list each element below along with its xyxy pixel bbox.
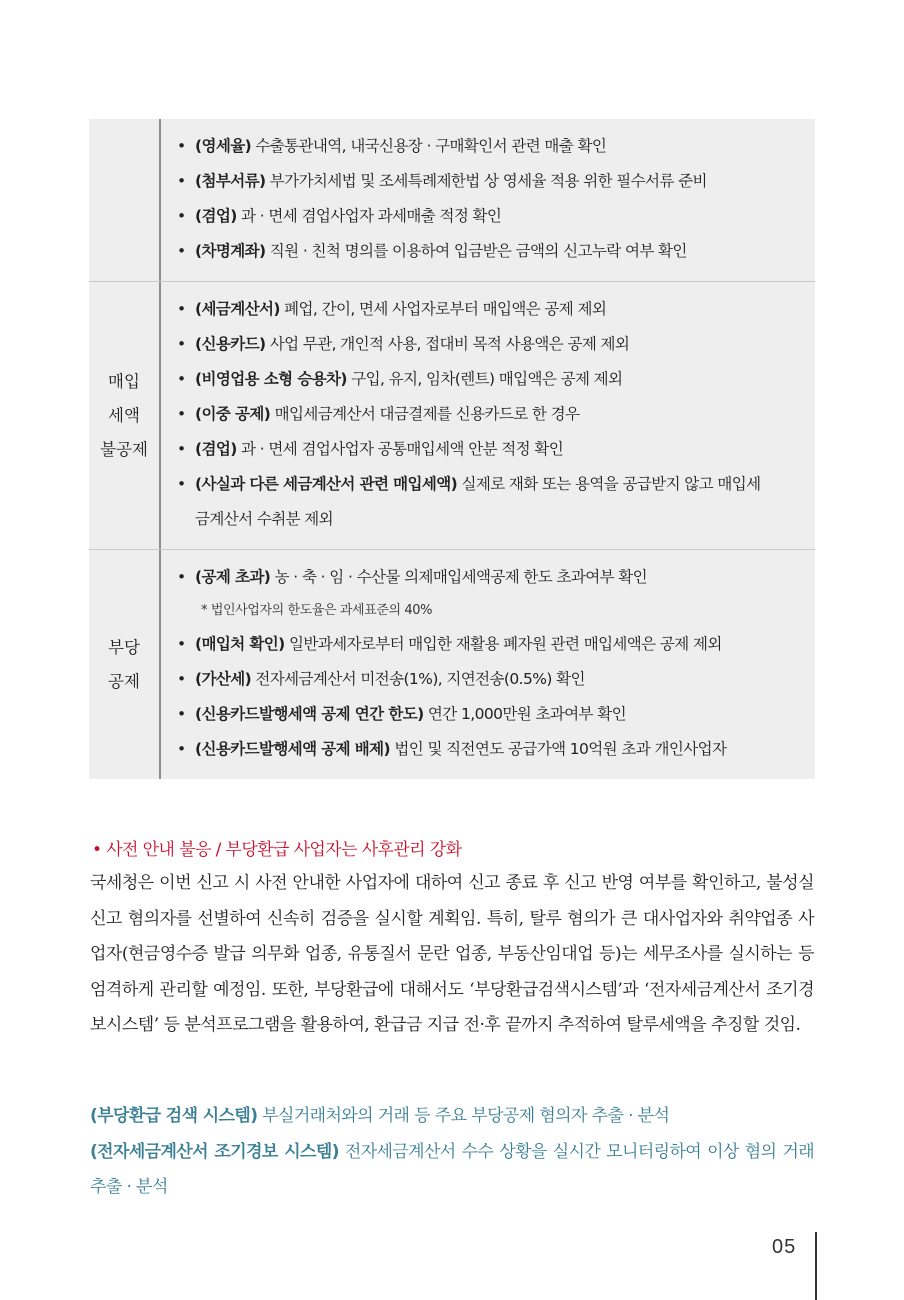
row-items [161,550,815,779]
system-line: (부당환급 검색 시스템) 부실거래처와의 거래 등 주요 부당공제 혐의자 추출 · 분석 [90,1106,670,1126]
list-item: • (겸업) 과 · 면세 겸업사업자 과세매출 적정 확인 [177,207,502,225]
table-row [89,119,815,282]
list-item: • (비영업용 소형 승용차) 구입, 유지, 임차(렌트) 매입액은 공제 제외 [177,370,623,388]
row-label [89,119,161,281]
row-items [161,119,815,281]
list-item: • (겸업) 과 · 면세 겸업사업자 공통매입세액 안분 적정 확인 [177,440,564,458]
row-label-purchase-tax-nondeduction: 매입 세액 불공제 [89,282,161,549]
list-item: • (차명계좌) 직원 · 친척 명의를 이용하여 입금받은 금액의 신고누락 여부 확인 [177,242,687,260]
row-items [161,282,815,549]
list-item: • (가산세) 전자세금계산서 미전송(1%), 지연전송(0.5%) 확인 [177,670,585,688]
row-label-improper-deduction: 부당 공제 [89,550,161,779]
table-row [89,550,815,779]
section-heading: • 사전 안내 불응 / 부당환급 사업자는 사후관리 강화 [92,840,462,860]
table-row [89,282,815,550]
list-item: • (신용카드발행세액 공제 연간 한도) 연간 1,000만원 초과여부 확인 [177,705,627,723]
list-item: • (영세율) 수출통관내역, 내국신용장 · 구매확인서 관련 매출 확인 [177,137,607,155]
list-item: • (매입처 확인) 일반과세자로부터 매입한 재활용 폐자원 관련 매입세액은 공제 제외 [177,635,722,653]
body-paragraph: 국세청은 이번 신고 시 사전 안내한 사업자에 대하여 신고 종료 후 신고 반영 여부를 확인하고, 불성실 신고 혐의자를 선별하여 신속히 검증을 실시할 계획임. 특히, 탈루 혐의가 큰 대사업자와 취약업종 사업자(현금영수증 발급 의무화 업종, 유통질서 문란 업종, 부동산임대업 등)는 세무조사를 실시하는 등 엄격하게 관리할 예정임. 또한, 부당환급에 대해서도 ‘부당환급검색시스템’과 ‘전자세금계산서 조기경보시스템’ 등 분석프로그램을 활용하여, 환급금 지급 전·후 끝까지 추적하여 탈루세액을 추징할 것임. [90,873,814,1035]
page-number: 05 [772,1236,797,1258]
list-item: • (첨부서류) 부가가치세법 및 조세특례제한법 상 영세율 적용 위한 필수서류 준비 [177,172,707,190]
list-item: • (세금계산서) 폐업, 간이, 면세 사업자로부터 매입액은 공제 제외 [177,300,607,318]
system-line: (전자세금계산서 조기경보 시스템) 전자세금계산서 수수 상황을 실시간 모니터링하여 이상 혐의 거래 추출 · 분석 [90,1142,815,1197]
list-item: • (공제 초과) 농 · 축 · 임 · 수산물 의제매입세액공제 한도 초과여부 확인 [177,568,648,586]
review-table [89,119,815,779]
list-item: • (신용카드발행세액 공제 배제) 법인 및 직전연도 공급가액 10억원 초과 개인사업자 [177,740,727,758]
page-number-divider [815,1232,817,1300]
footnote: * 법인사업자의 한도율은 과세표준의 40% [201,603,433,618]
list-item: • (신용카드) 사업 무관, 개인적 사용, 접대비 목적 사용액은 공제 제외 [177,335,630,353]
list-item: • (이중 공제) 매입세금계산서 대금결제를 신용카드로 한 경우 [177,405,580,423]
list-item: • (사실과 다른 세금계산서 관련 매입세액) 실제로 재화 또는 용역을 공급받지 않고 매입세금계산서 수취분 제외 [177,475,761,528]
